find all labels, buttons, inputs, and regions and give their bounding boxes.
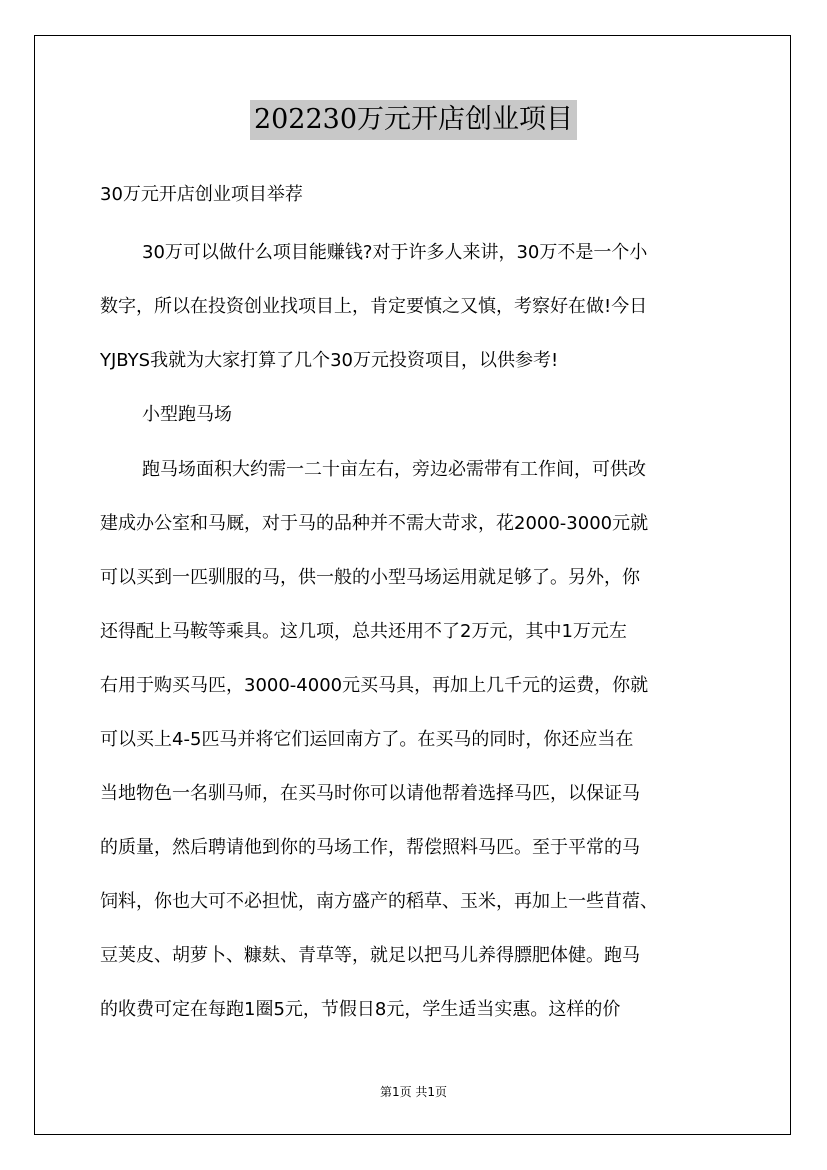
intro-line: 30万可以做什么项目能赚钱?对于许多人来讲，30万不是一个小: [142, 242, 648, 263]
document-title: 202230万元开店创业项目: [250, 100, 577, 140]
body-line: 跑马场面积大约需一二十亩左右，旁边必需带有工作间，可供改: [142, 459, 646, 480]
body-line: 可以买到一匹驯服的马，供一般的小型马场运用就足够了。另外，你: [100, 567, 640, 588]
body-line: 可以买上4-5匹马并将它们运回南方了。在买马的同时，你还应当在: [100, 729, 634, 750]
body-line: 的收费可定在每跑1圈5元，节假日8元，学生适当实惠。这样的价: [100, 999, 621, 1020]
document-subtitle: 30万元开店创业项目举荐: [100, 184, 303, 205]
page-number-footer: 第1页 共1页: [379, 1085, 448, 1099]
section-heading: 小型跑马场: [142, 404, 232, 425]
body-line: 当地物色一名驯马师，在买马时你可以请他帮着选择马匹，以保证马: [100, 783, 640, 804]
title-container: [0, 100, 827, 140]
body-line: 右用于购买马匹，3000-4000元买马具，再加上几千元的运费，你就: [100, 675, 649, 696]
body-line: 还得配上马鞍等乘具。这几项，总共还用不了2万元，其中1万元左: [100, 621, 627, 642]
body-line: 建成办公室和马厩，对于马的品种并不需大苛求，花2000-3000元就: [100, 513, 649, 534]
body-line: 的质量，然后聘请他到你的马场工作，帮偿照料马匹。至于平常的马: [100, 837, 640, 858]
intro-line: YJBYS我就为大家打算了几个30万元投资项目，以供参考!: [100, 350, 559, 371]
body-line: 豆荚皮、胡萝卜、糠麸、青草等，就足以把马儿养得膘肥体健。跑马: [100, 945, 640, 966]
intro-line: 数字，所以在投资创业找项目上，肯定要慎之又慎，考察好在做!今日: [100, 296, 648, 317]
body-line: 饲料，你也大可不必担忧，南方盛产的稻草、玉米，再加上一些苜蓿、: [100, 891, 658, 912]
